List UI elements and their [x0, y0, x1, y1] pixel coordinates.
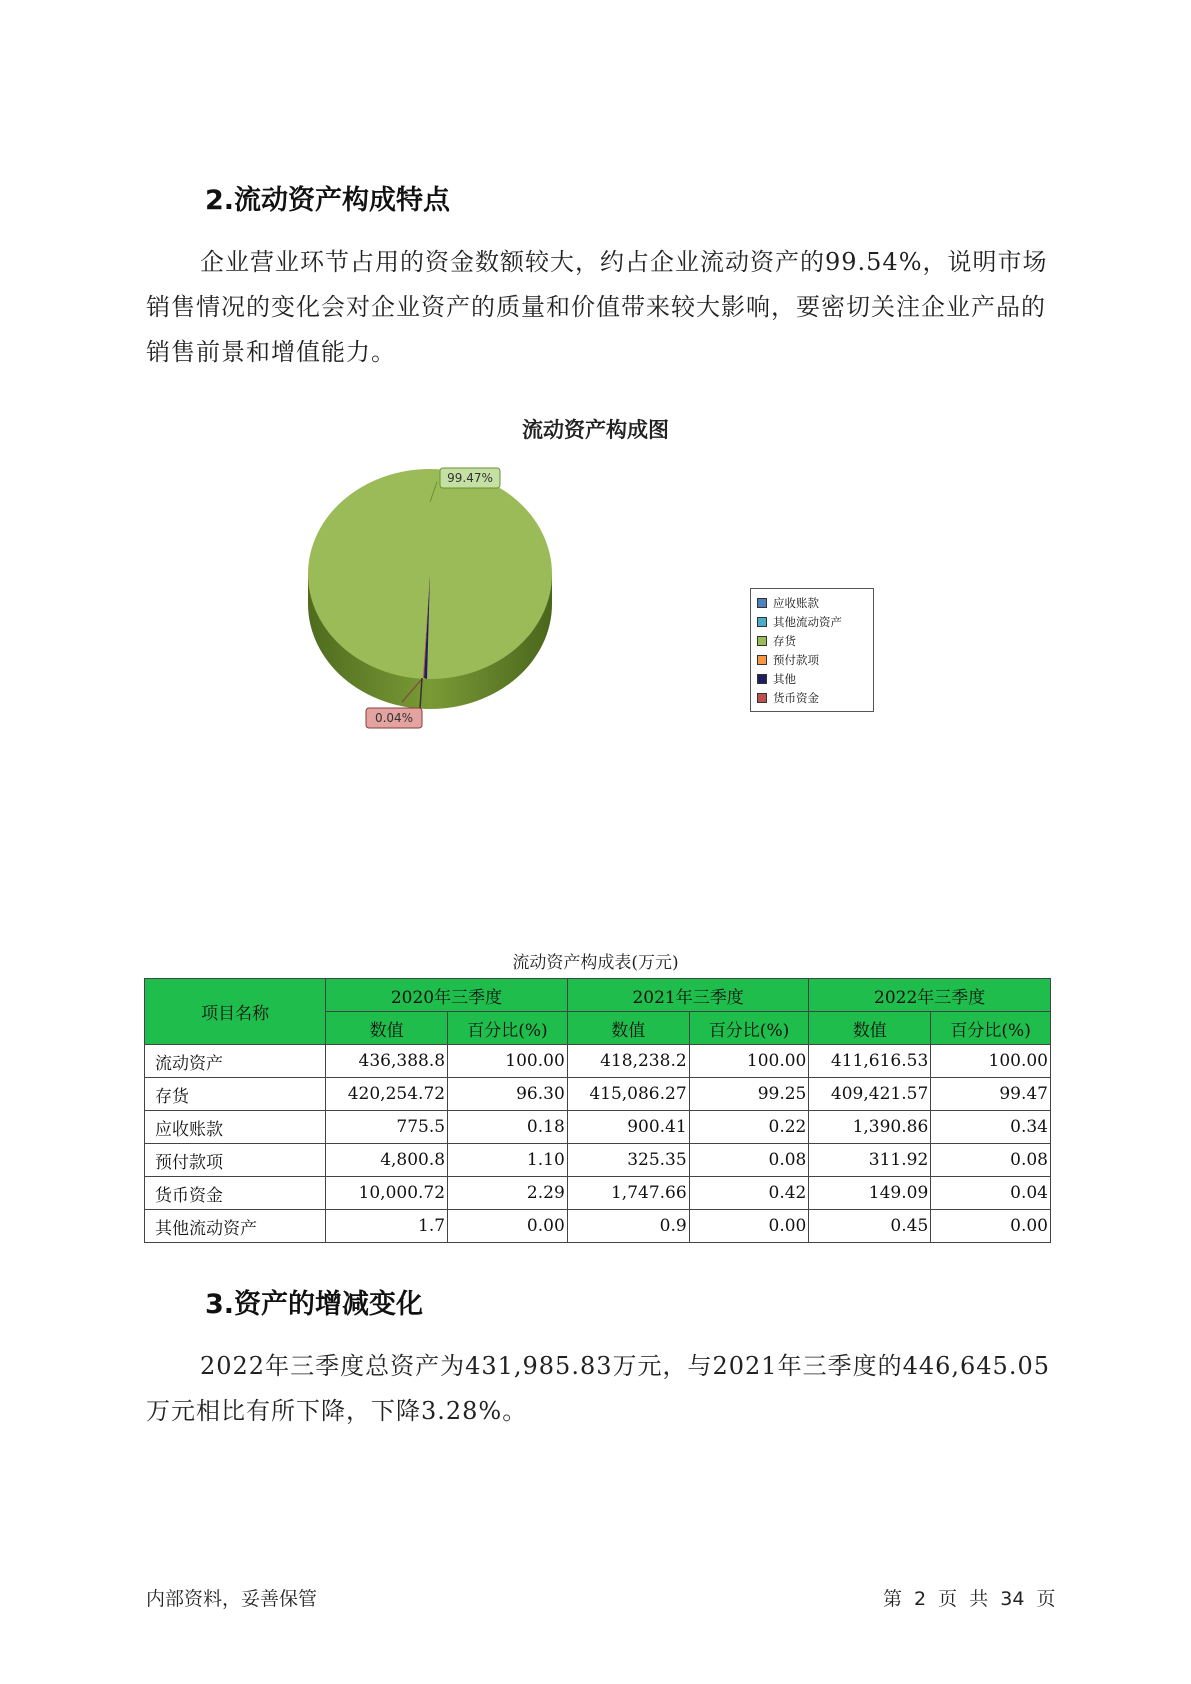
legend-label: 其他: [773, 671, 796, 686]
chart-legend: [750, 588, 874, 712]
table-row: [145, 1045, 1051, 1078]
cell: 411,616.53: [809, 1045, 931, 1078]
legend-item: [757, 631, 867, 650]
row-name: 流动资产: [145, 1045, 326, 1078]
data-label: 0.04%: [374, 711, 414, 725]
header-value: 数值: [326, 1012, 448, 1045]
section-heading: 2.流动资产构成特点: [205, 185, 451, 216]
footer-page-number: 第 2 页 共 34 页: [883, 1588, 1056, 1610]
section-paragraph: 2022年三季度总资产为431,985.83万元，与2021年三季度的446,645.05万元相比有所下降，下降3.28%。: [146, 1352, 1050, 1425]
cell: 1.10: [448, 1144, 568, 1177]
cell: 149.09: [809, 1177, 931, 1210]
legend-label: 存货: [773, 633, 796, 648]
header-period: 2021年三季度: [567, 979, 809, 1012]
cell: 2.29: [448, 1177, 568, 1210]
cell: 4,800.8: [326, 1144, 448, 1177]
cell: 100.00: [689, 1045, 809, 1078]
row-name: 存货: [145, 1078, 326, 1111]
cell: 1.7: [326, 1210, 448, 1243]
legend-item: [757, 593, 867, 612]
header-item-name: 项目名称: [145, 979, 326, 1045]
row-name: 预付款项: [145, 1144, 326, 1177]
data-label: 99.47%: [447, 471, 493, 485]
cell: 775.5: [326, 1111, 448, 1144]
section-paragraph: 企业营业环节占用的资金数额较大，约占企业流动资产的99.54%，说明市场销售情况的变化会对企业资产的质量和价值带来较大影响，要密切关注企业产品的销售前景和增值能力。: [146, 248, 1048, 366]
cell: 100.00: [931, 1045, 1051, 1078]
header-period: 2020年三季度: [326, 979, 568, 1012]
table-caption: 流动资产构成表(万元): [512, 953, 679, 973]
header-percent: 百分比(%): [448, 1012, 568, 1045]
cell: 311.92: [809, 1144, 931, 1177]
cell: 900.41: [567, 1111, 689, 1144]
table-row: [145, 1210, 1051, 1243]
legend-label: 其他流动资产: [773, 614, 842, 629]
footer-confidential-note: 内部资料，妥善保管: [146, 1588, 318, 1610]
cell: 0.00: [689, 1210, 809, 1243]
table-row: [145, 1078, 1051, 1111]
cell: 409,421.57: [809, 1078, 931, 1111]
cell: 0.04: [931, 1177, 1051, 1210]
cell: 0.08: [931, 1144, 1051, 1177]
cell: 418,238.2: [567, 1045, 689, 1078]
legend-swatch: [757, 655, 767, 665]
cell: 420,254.72: [326, 1078, 448, 1111]
cell: 0.00: [448, 1210, 568, 1243]
header-percent: 百分比(%): [689, 1012, 809, 1045]
legend-label: 预付款项: [773, 652, 819, 667]
legend-item: [757, 650, 867, 669]
table-row: [145, 1177, 1051, 1210]
section-heading: 3.资产的增减变化: [205, 1289, 424, 1320]
cell: 1,390.86: [809, 1111, 931, 1144]
legend-item: [757, 612, 867, 631]
header-percent: 百分比(%): [931, 1012, 1051, 1045]
cell: 0.42: [689, 1177, 809, 1210]
legend-item: [757, 688, 867, 707]
legend-swatch: [757, 617, 767, 627]
table-row: [145, 1111, 1051, 1144]
header-period: 2022年三季度: [809, 979, 1051, 1012]
chart-title: 流动资产构成图: [522, 418, 669, 442]
row-name: 应收账款: [145, 1111, 326, 1144]
legend-swatch: [757, 693, 767, 703]
legend-label: 应收账款: [773, 595, 819, 610]
cell: 0.34: [931, 1111, 1051, 1144]
cell: 415,086.27: [567, 1078, 689, 1111]
legend-label: 货币资金: [773, 690, 819, 705]
row-name: 其他流动资产: [145, 1210, 326, 1243]
cell: 99.25: [689, 1078, 809, 1111]
legend-swatch: [757, 636, 767, 646]
cell: 1,747.66: [567, 1177, 689, 1210]
cell: 0.00: [931, 1210, 1051, 1243]
legend-swatch: [757, 674, 767, 684]
cell: 325.35: [567, 1144, 689, 1177]
cell: 100.00: [448, 1045, 568, 1078]
cell: 0.9: [567, 1210, 689, 1243]
header-value: 数值: [567, 1012, 689, 1045]
cell: 10,000.72: [326, 1177, 448, 1210]
header-value: 数值: [809, 1012, 931, 1045]
pie-chart: [290, 462, 590, 742]
row-name: 货币资金: [145, 1177, 326, 1210]
cell: 436,388.8: [326, 1045, 448, 1078]
cell: 0.18: [448, 1111, 568, 1144]
cell: 99.47: [931, 1078, 1051, 1111]
cell: 0.08: [689, 1144, 809, 1177]
legend-item: [757, 669, 867, 688]
cell: 0.22: [689, 1111, 809, 1144]
cell: 96.30: [448, 1078, 568, 1111]
cell: 0.45: [809, 1210, 931, 1243]
legend-swatch: [757, 598, 767, 608]
table-row: [145, 1144, 1051, 1177]
current-assets-table: [144, 978, 1051, 1243]
